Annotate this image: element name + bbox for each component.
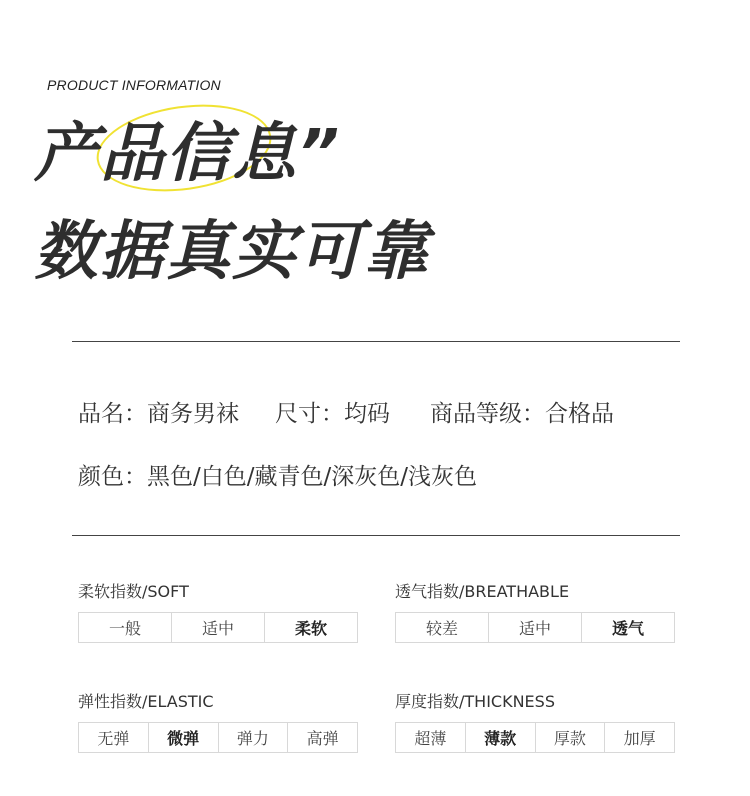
product-grade: 商品等级：合格品 [430,401,614,427]
thickness-option: 厚款 [536,723,606,752]
thickness-option: 超薄 [396,723,466,752]
elastic-option: 无弹 [79,723,149,752]
breathable-option: 透气 [611,619,644,638]
elastic-option: 高弹 [306,729,339,748]
breathable-index [395,579,675,643]
breathable-option: 较差 [396,613,489,642]
product-name: 品名：商务男袜 [78,401,239,427]
soft-option: 一般 [79,613,172,642]
thickness-option: 薄款 [466,723,536,752]
soft-option: 柔软 [294,619,327,638]
thickness-index-title: 厚度指数/THICKNESS [395,692,555,711]
elastic-index-title: 弹性指数/ELASTIC [78,692,214,711]
elastic-scale [78,722,358,753]
breathable-option: 适中 [489,613,582,642]
divider-top [72,341,680,342]
thickness-index [395,689,675,753]
page-subtitle: 数据真实可靠 [34,215,430,289]
info-row-2 [78,458,477,491]
product-size: 尺寸：均码 [275,401,390,427]
divider-bottom [72,535,680,536]
soft-index-title: 柔软指数/SOFT [78,582,189,601]
page-title: 产品信息” [34,117,342,191]
eyebrow-label: PRODUCT INFORMATION [47,77,221,93]
elastic-option: 微弹 [149,723,219,752]
product-colors: 颜色：黑色/白色/藏青色/深灰色/浅灰色 [78,464,477,490]
soft-option: 适中 [172,613,265,642]
elastic-option: 弹力 [219,723,289,752]
breathable-scale [395,612,675,643]
thickness-option: 加厚 [623,729,656,748]
thickness-scale [395,722,675,753]
breathable-index-title: 透气指数/BREATHABLE [395,582,570,601]
soft-index [78,579,358,643]
soft-scale [78,612,358,643]
info-row-1 [78,395,614,428]
elastic-index [78,689,358,753]
